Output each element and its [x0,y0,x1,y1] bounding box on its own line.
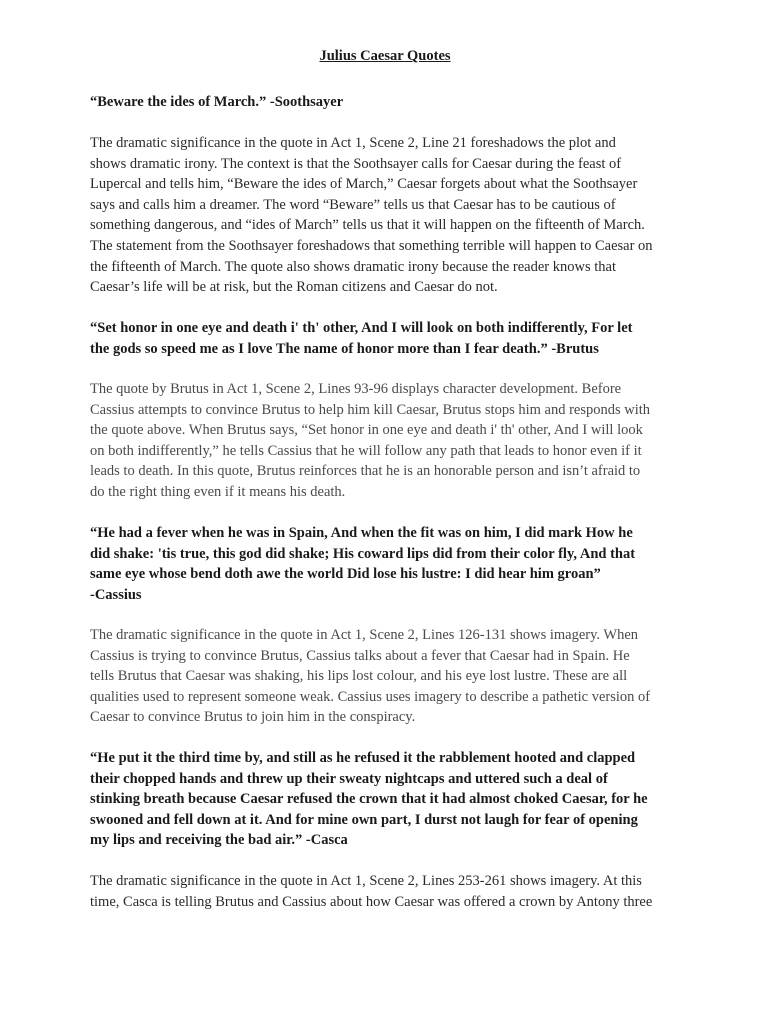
analysis-cassius: The dramatic significance in the quote in Act 1, Scene 2, Lines 126-131 shows imagery. When Cassius is trying to convince Brutus, Cassius talks about a fever that Caesar had in Spain. He tells Brutus that Caesar was shaking, his lips lost colour, and his eye lost lustre. These are all qualities used to represent someone weak. Cassius uses imagery to describe a pathetic version of Caesar to convince Brutus to join him in the conspiracy. [90,627,651,726]
quote-soothsayer: “Beware the ides of March.” -Soothsayer [90,94,344,110]
analysis-brutus: The quote by Brutus in Act 1, Scene 2, Lines 93-96 displays character development. Before Cassius attempts to convince Brutus to help him kill Caesar, Brutus stops him and responds with the quote above. When Brutus says, “Set honor in one eye and death i' th' other, And I will look on both indifferently,” he tells Cassius that he will follow any path that leads to honor even if it leads to death. In this quote, Brutus reinforces that he is an honorable person and isn’t afraid to do the right thing even if it means his death. [90,381,651,500]
quote-cassius: “He had a fever when he was in Spain, And when the fit was on him, I did mark How he did shake: 'tis true, this god did shake; His coward lips did from their color fly, And that same eye whose bend doth awe the world Did lose his lustre: I did hear him groan” -Cassius [90,525,636,603]
analysis-soothsayer: The dramatic significance in the quote in Act 1, Scene 2, Line 21 foreshadows the plot and shows dramatic irony. The context is that the Soothsayer calls for Caesar during the feast of Lupercal and tells him, “Beware the ides of March,” Caesar forgets about what the Soothsayer says and calls him a dreamer. The word “Beware” tells us that Caesar has to be cautious of something dangerous, and “ides of March” tells us that it will happen on the fifteenth of March. The statement from the Soothsayer foreshadows that something terrible will happen to Caesar on the fifteenth of March. The quote also shows dramatic irony because the reader knows that Caesar’s life will be at risk, but the Roman citizens and Caesar do not. [90,135,653,296]
document-title: Julius Caesar Quotes [319,48,451,64]
quote-brutus: “Set honor in one eye and death i' th' other, And I will look on both indifferently, For let the gods so speed me as I love The name of honor more than I fear death.” -Brutus [90,320,633,357]
analysis-casca: The dramatic significance in the quote in Act 1, Scene 2, Lines 253-261 shows imagery. At this time, Casca is telling Brutus and Cassius about how Caesar was offered a crown by Antony three [90,873,653,910]
quote-casca: “He put it the third time by, and still as he refused it the rabblement hooted and clapped their chopped hands and threw up their sweaty nightcaps and uttered such a deal of stinking breath because Caesar refused the crown that it had almost choked Caesar, for he swooned and fell down at it. And for mine own part, I durst not laugh for fear of opening my lips and receiving the bad air.” -Casca [90,750,648,849]
